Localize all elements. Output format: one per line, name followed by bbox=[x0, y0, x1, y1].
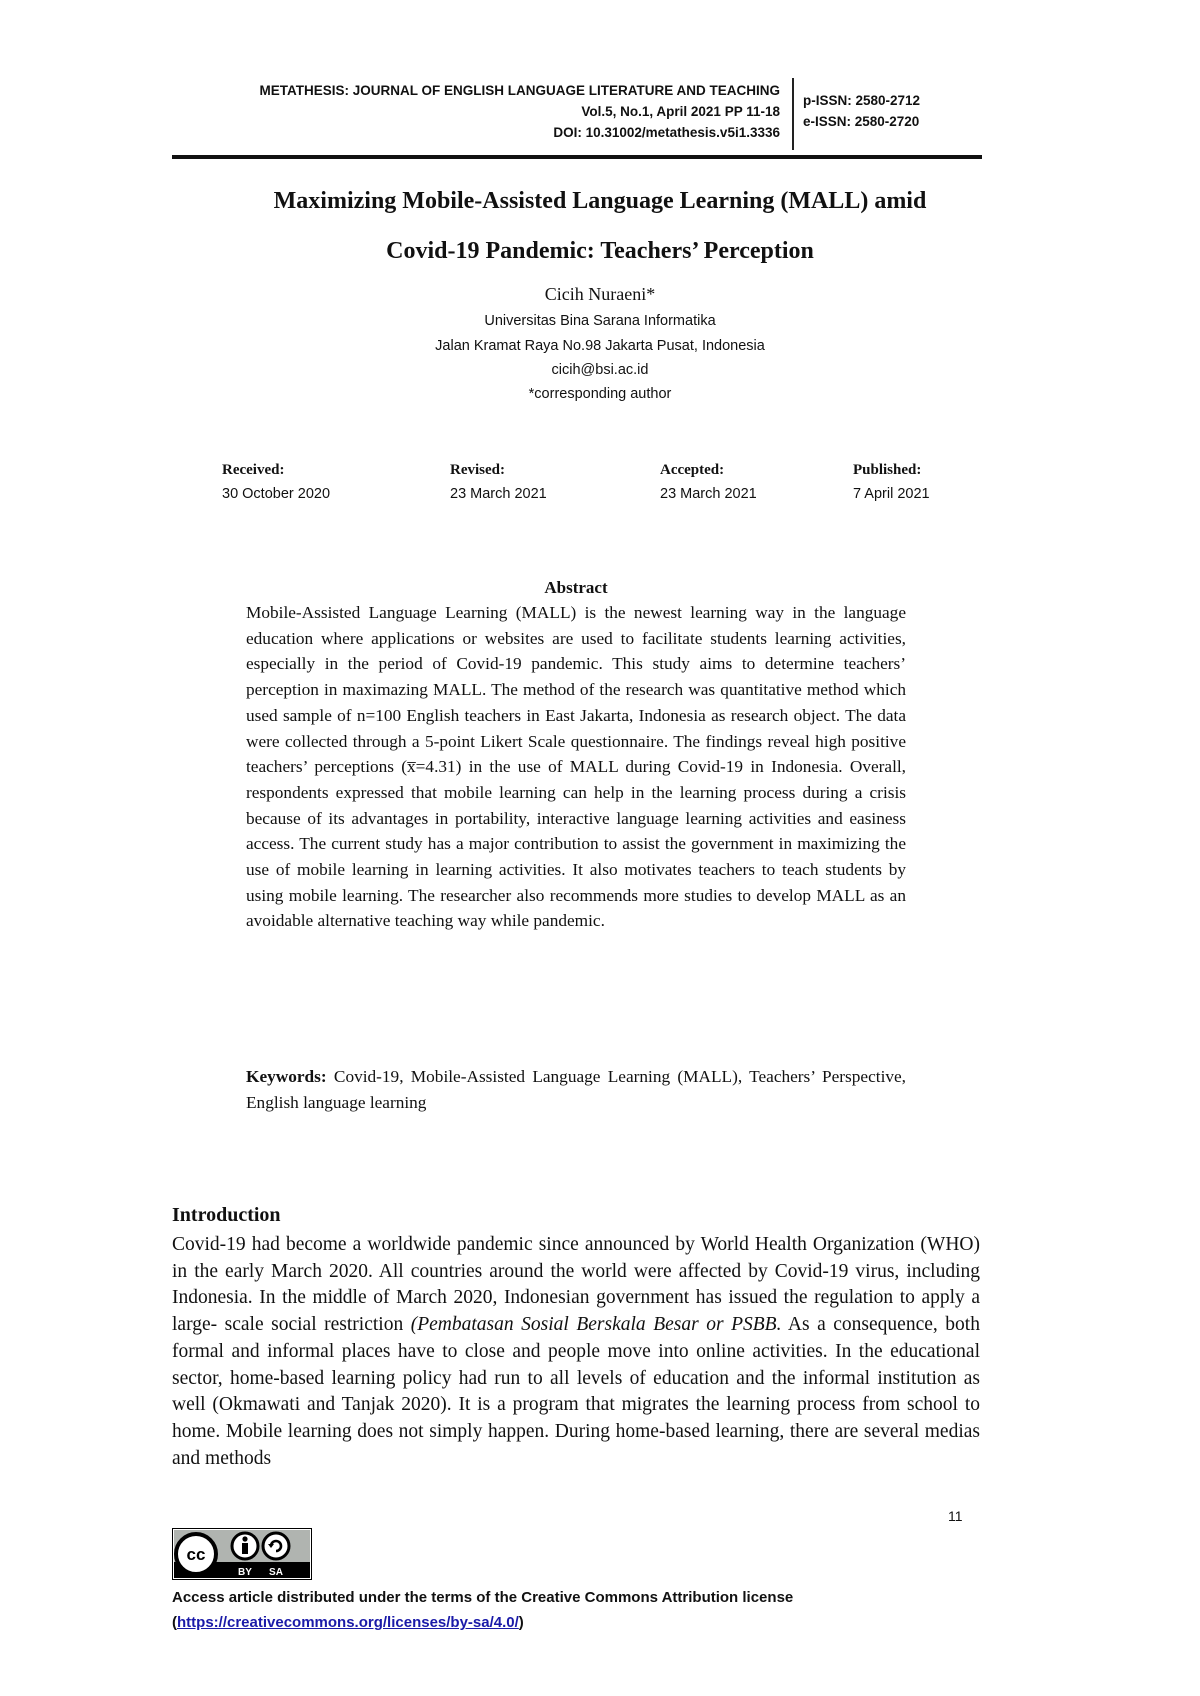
author-name: Cicih Nuraeni* bbox=[544, 284, 656, 304]
date-label: Received: bbox=[222, 462, 285, 478]
keywords-label: Keywords: bbox=[246, 1067, 327, 1086]
paper-title-line-1: Maximizing Mobile-Assisted Language Learning (MALL) amid bbox=[273, 188, 927, 214]
intro-text-italic: (Pembatasan Sosial Berskala Besar or PSBB. bbox=[410, 1314, 782, 1336]
intro-text-after: As a consequence, both formal and informal places have to close and people move into online activities. In the educational sector, home-based learning policy had run to all levels of education and the informal institution as well (Okmawati and Tanjak 2020). It is a program that migrates the learning process from school to home. Mobile learning does not simply happen. During home-based learning, there are several medias and methods bbox=[172, 1314, 980, 1469]
p-issn: p-ISSN: 2580-2712 bbox=[803, 93, 921, 108]
date-value: 30 October 2020 bbox=[222, 486, 331, 502]
issn-block bbox=[803, 90, 920, 132]
date-value: 7 April 2021 bbox=[853, 486, 930, 502]
journal-header bbox=[170, 80, 780, 143]
date-published bbox=[853, 458, 930, 506]
date-label: Revised: bbox=[450, 462, 505, 478]
license-text: Access article distributed under the terms of the Creative Commons Attribution license bbox=[172, 1589, 794, 1606]
date-label: Published: bbox=[853, 462, 922, 478]
introduction-text bbox=[172, 1232, 980, 1472]
introduction-heading: Introduction bbox=[172, 1204, 281, 1226]
keywords-text: Covid-19, Mobile-Assisted Language Learning (MALL), Teachers’ Perspective, English language learning bbox=[246, 1067, 906, 1112]
date-value: 23 March 2021 bbox=[660, 486, 757, 502]
e-issn: e-ISSN: 2580-2720 bbox=[803, 114, 920, 129]
close-paren: ) bbox=[518, 1614, 524, 1631]
date-value: 23 March 2021 bbox=[450, 486, 547, 502]
date-accepted bbox=[660, 458, 757, 506]
header-divider bbox=[792, 78, 794, 150]
svg-text:cc: cc bbox=[186, 1545, 206, 1564]
abstract-heading: Abstract bbox=[544, 578, 608, 597]
cc-by-sa-badge-icon bbox=[172, 1528, 312, 1580]
author-affiliation: Universitas Bina Sarana Informatika bbox=[484, 313, 716, 329]
open-paren: ( bbox=[172, 1614, 177, 1631]
author-address: Jalan Kramat Raya No.98 Jakarta Pusat, Indonesia bbox=[435, 338, 765, 354]
author-email: cicih@bsi.ac.id bbox=[551, 362, 649, 378]
header-rule bbox=[172, 155, 982, 159]
journal-volume: Vol.5, No.1, April 2021 PP 11-18 bbox=[581, 104, 780, 119]
paper-title-line-2: Covid-19 Pandemic: Teachers’ Perception bbox=[386, 238, 814, 264]
svg-text:SA: SA bbox=[269, 1567, 283, 1578]
date-received bbox=[222, 458, 330, 506]
journal-name: METATHESIS: JOURNAL OF ENGLISH LANGUAGE LITERATURE AND TEACHING bbox=[259, 83, 780, 98]
svg-text:BY: BY bbox=[238, 1567, 252, 1578]
page-number: 11 bbox=[948, 1508, 963, 1524]
license-url-line bbox=[172, 1610, 1022, 1635]
license-url-link[interactable]: https://creativecommons.org/licenses/by-sa/4.0/ bbox=[177, 1614, 519, 1631]
license-footer bbox=[172, 1585, 1022, 1635]
intro-text-before: Covid-19 had become a worldwide pandemic since announced by World Health Organization (WHO) in the early March 2020. All countries around the world were affected by Covid-19 virus, including Indonesia. In the middle of March 2020, Indonesian government has issued the regulation to apply a large- scale social restriction bbox=[172, 1234, 980, 1336]
corresponding-note: *corresponding author bbox=[528, 386, 672, 402]
journal-doi: DOI: 10.31002/metathesis.v5i1.3336 bbox=[553, 125, 780, 140]
abstract-text: Mobile-Assisted Language Learning (MALL) is the newest learning way in the language education where applications or websites are used to facilitate students learning activities, especially in the period of Covid-19 pandemic. This study aims to determine teachers’ perception in maximazing MALL. The method of the research was quantitative method which used sample of n=100 English teachers in East Jakarta, Indonesia as research object. The data were collected through a 5-point Likert Scale questionnaire. The findings reveal high positive teachers’ perceptions (x̅=4.31) in the use of MALL during Covid-19 in Indonesia. Overall, respondents expressed that mobile learning can help in the learning process during a crisis because of its advantages in portability, interactive language learning activities and easiness access. The current study has a major contribution to assist the government in maximizing the use of mobile learning in learning activities. It also motivates teachers to teach students by using mobile learning. The researcher also recommends more studies to develop MALL as an avoidable alternative teaching way while pandemic. bbox=[246, 603, 906, 931]
keywords bbox=[246, 1064, 906, 1115]
date-label: Accepted: bbox=[660, 462, 725, 478]
date-revised bbox=[450, 458, 547, 506]
